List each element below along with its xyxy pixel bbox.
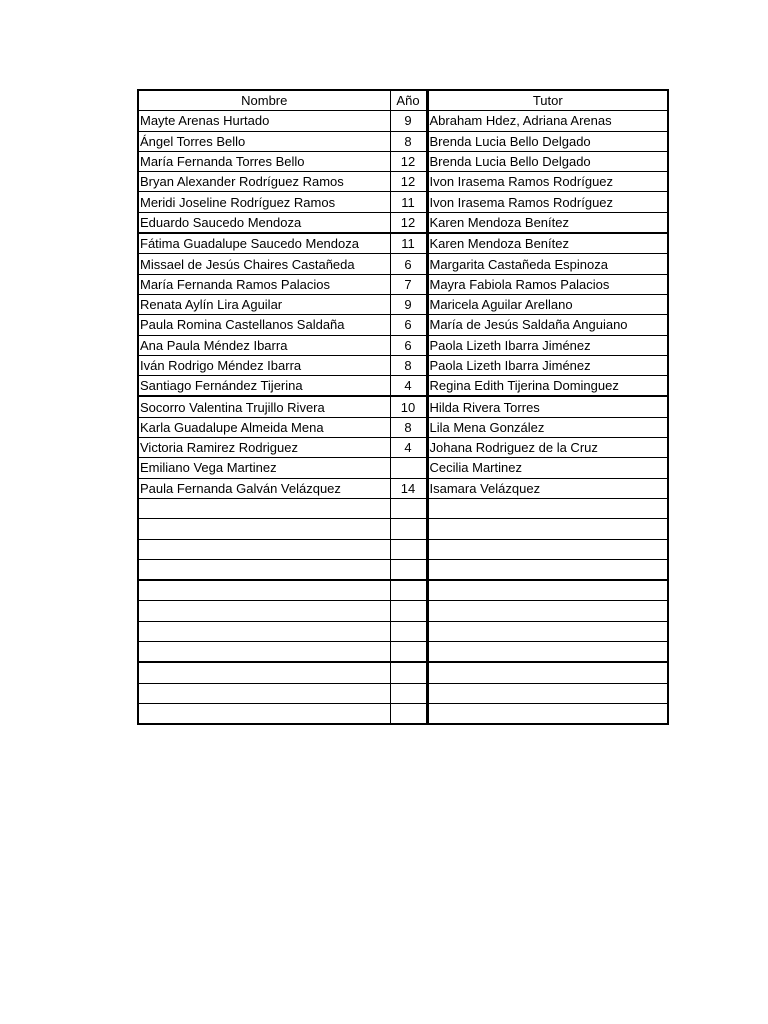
table-row: [138, 539, 668, 559]
table-row: [138, 376, 668, 397]
anio-cell: 10: [390, 396, 427, 417]
anio-cell: [390, 539, 427, 559]
table-row: [138, 458, 668, 478]
anio-cell: 12: [390, 212, 427, 233]
table-row: [138, 294, 668, 314]
nombre-cell: Mayte Arenas Hurtado: [138, 111, 390, 131]
tutor-cell: Paola Lizeth Ibarra Jiménez: [427, 355, 668, 375]
nombre-cell: María Fernanda Ramos Palacios: [138, 274, 390, 294]
table-row: [138, 315, 668, 335]
tutor-cell: [427, 642, 668, 663]
anio-cell: [390, 683, 427, 703]
table-row: [138, 683, 668, 703]
anio-cell: [390, 621, 427, 641]
nombre-cell: Meridi Joseline Rodríguez Ramos: [138, 192, 390, 212]
tutor-cell: Johana Rodriguez de la Cruz: [427, 438, 668, 458]
nombre-cell: [138, 498, 390, 518]
table-row: [138, 131, 668, 151]
anio-cell: [390, 703, 427, 724]
table-row: [138, 355, 668, 375]
nombre-cell: [138, 519, 390, 539]
tutor-cell: [427, 703, 668, 724]
tutor-cell: [427, 559, 668, 580]
tutor-table: [137, 89, 669, 725]
table-row: [138, 580, 668, 601]
anio-cell: 7: [390, 274, 427, 294]
nombre-cell: Santiago Fernández Tijerina: [138, 376, 390, 397]
anio-cell: 4: [390, 438, 427, 458]
nombre-cell: Paula Fernanda Galván Velázquez: [138, 478, 390, 498]
tutor-cell: Ivon Irasema Ramos Rodríguez: [427, 192, 668, 212]
anio-cell: 4: [390, 376, 427, 397]
anio-cell: 12: [390, 151, 427, 171]
tutor-cell: Abraham Hdez, Adriana Arenas: [427, 111, 668, 131]
anio-cell: [390, 601, 427, 621]
tutor-cell: Karen Mendoza Benítez: [427, 233, 668, 254]
nombre-cell: [138, 580, 390, 601]
tutor-cell: Maricela Aguilar Arellano: [427, 294, 668, 314]
anio-cell: 6: [390, 254, 427, 274]
table-row: [138, 417, 668, 437]
nombre-cell: [138, 601, 390, 621]
table-row: [138, 601, 668, 621]
anio-cell: 8: [390, 417, 427, 437]
nombre-cell: [138, 621, 390, 641]
table-row: [138, 396, 668, 417]
nombre-cell: Ángel Torres Bello: [138, 131, 390, 151]
anio-cell: [390, 662, 427, 683]
nombre-cell: Renata Aylín Lira Aguilar: [138, 294, 390, 314]
tutor-cell: [427, 498, 668, 518]
table-row: [138, 559, 668, 580]
tutor-cell: Ivon Irasema Ramos Rodríguez: [427, 172, 668, 192]
table-row: [138, 274, 668, 294]
table-row: [138, 233, 668, 254]
anio-cell: [390, 559, 427, 580]
tutor-cell: Paola Lizeth Ibarra Jiménez: [427, 335, 668, 355]
header-nombre: Nombre: [138, 90, 390, 111]
nombre-cell: Eduardo Saucedo Mendoza: [138, 212, 390, 233]
anio-cell: 6: [390, 315, 427, 335]
anio-cell: [390, 580, 427, 601]
nombre-cell: Bryan Alexander Rodríguez Ramos: [138, 172, 390, 192]
anio-cell: 8: [390, 131, 427, 151]
nombre-cell: [138, 683, 390, 703]
anio-cell: 11: [390, 233, 427, 254]
tutor-cell: Isamara Velázquez: [427, 478, 668, 498]
anio-cell: 8: [390, 355, 427, 375]
tutor-cell: Brenda Lucia Bello Delgado: [427, 131, 668, 151]
tutor-cell: Hilda Rivera Torres: [427, 396, 668, 417]
anio-cell: 9: [390, 294, 427, 314]
nombre-cell: [138, 662, 390, 683]
table-row: [138, 703, 668, 724]
nombre-cell: [138, 559, 390, 580]
nombre-cell: Missael de Jesús Chaires Castañeda: [138, 254, 390, 274]
nombre-cell: Paula Romina Castellanos Saldaña: [138, 315, 390, 335]
tutor-cell: Brenda Lucia Bello Delgado: [427, 151, 668, 171]
tutor-cell: [427, 621, 668, 641]
nombre-cell: María Fernanda Torres Bello: [138, 151, 390, 171]
tutor-cell: [427, 662, 668, 683]
table-row: [138, 498, 668, 518]
nombre-cell: [138, 642, 390, 663]
table-row: [138, 111, 668, 131]
tutor-cell: [427, 519, 668, 539]
nombre-cell: Ana Paula Méndez Ibarra: [138, 335, 390, 355]
anio-cell: [390, 458, 427, 478]
header-tutor: Tutor: [427, 90, 668, 111]
nombre-cell: Emiliano Vega Martinez: [138, 458, 390, 478]
tutor-cell: María de Jesús Saldaña Anguiano: [427, 315, 668, 335]
anio-cell: 12: [390, 172, 427, 192]
tutor-cell: Cecilia Martinez: [427, 458, 668, 478]
nombre-cell: Fátima Guadalupe Saucedo Mendoza: [138, 233, 390, 254]
table-row: [138, 621, 668, 641]
table-row: [138, 478, 668, 498]
header-anio: Año: [390, 90, 427, 111]
nombre-cell: [138, 539, 390, 559]
tutor-cell: Regina Edith Tijerina Dominguez: [427, 376, 668, 397]
table-row: [138, 438, 668, 458]
table-row: [138, 642, 668, 663]
anio-cell: 6: [390, 335, 427, 355]
table-row: [138, 335, 668, 355]
nombre-cell: Socorro Valentina Trujillo Rivera: [138, 396, 390, 417]
nombre-cell: Karla Guadalupe Almeida Mena: [138, 417, 390, 437]
table-row: [138, 212, 668, 233]
nombre-cell: Victoria Ramirez Rodriguez: [138, 438, 390, 458]
table-header-row: [138, 90, 668, 111]
anio-cell: 14: [390, 478, 427, 498]
nombre-cell: [138, 703, 390, 724]
tutor-cell: [427, 601, 668, 621]
tutor-cell: [427, 580, 668, 601]
tutor-cell: Lila Mena González: [427, 417, 668, 437]
table-row: [138, 519, 668, 539]
anio-cell: [390, 519, 427, 539]
table-row: [138, 151, 668, 171]
nombre-cell: Iván Rodrigo Méndez Ibarra: [138, 355, 390, 375]
table-row: [138, 254, 668, 274]
table-row: [138, 172, 668, 192]
table-row: [138, 192, 668, 212]
tutor-cell: Margarita Castañeda Espinoza: [427, 254, 668, 274]
anio-cell: 11: [390, 192, 427, 212]
tutor-cell: [427, 539, 668, 559]
anio-cell: 9: [390, 111, 427, 131]
tutor-cell: Karen Mendoza Benítez: [427, 212, 668, 233]
tutor-cell: [427, 683, 668, 703]
anio-cell: [390, 642, 427, 663]
tutor-cell: Mayra Fabiola Ramos Palacios: [427, 274, 668, 294]
table-body: [138, 111, 668, 724]
table-row: [138, 662, 668, 683]
anio-cell: [390, 498, 427, 518]
